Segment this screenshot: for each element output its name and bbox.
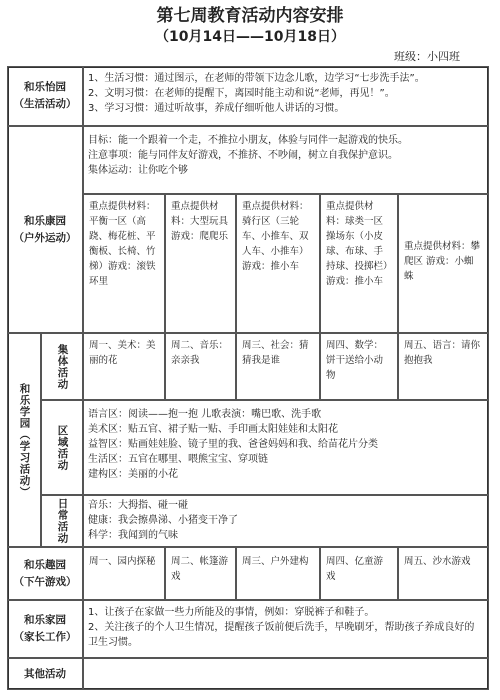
family-content (83, 600, 489, 658)
daily-content (83, 495, 489, 547)
area-line: 美术区：贴五官、裙子贴一贴、手印画太阳娃娃和太阳花 (88, 424, 338, 435)
outdoor-header (7, 126, 83, 333)
other-title: 其他活动 (24, 667, 66, 680)
daily-line: 科学：我闻到的气味 (88, 530, 178, 541)
area-line: 生活区：五官在哪里、喂熊宝宝、穿项链 (88, 454, 268, 465)
area-line: 建构区：美丽的小花 (88, 469, 178, 480)
outdoor-line: 目标：能一个跟着一个走，不推拉小朋友，体验与同伴一起游戏的快乐。 (88, 135, 408, 146)
games-subtitle: （下午游戏） (13, 575, 77, 588)
daily-line: 音乐：大拇指、碰一碰 (88, 500, 188, 511)
collective-day-1: 周一、美术：美丽的花 (83, 333, 165, 400)
games-day-3: 周三、户外建构 (236, 547, 320, 600)
life-line: 3、学习习惯：通过听故事，养成仔细听他人讲话的习惯。 (88, 103, 345, 114)
outdoor-day-1: 重点提供材料：平衡一区（高跷、梅花桩、平衡板、长椅、竹梯）游戏：滚铁环里 (83, 194, 165, 333)
date-range: （10月14日——10月18日） (155, 29, 345, 45)
area-label: 区域活动 (56, 424, 69, 471)
family-title: 和乐家园 (24, 614, 66, 626)
games-day-4: 周四、亿童游戏 (320, 547, 398, 600)
family-header (7, 600, 83, 658)
games-day-5: 周五、沙水游戏 (398, 547, 489, 600)
life-subtitle: （生活活动） (13, 98, 77, 110)
outdoor-line: 注意事项：能与同伴友好游戏，不推挤、不吵闹，树立自我保护意识。 (88, 150, 398, 161)
life-content (83, 66, 489, 126)
life-header (7, 66, 83, 126)
collective-day-5: 周五、语言：请你抱抱我 (398, 333, 489, 400)
daily-line: 健康：我会擦鼻涕、小猪变干净了 (88, 515, 238, 526)
area-label-cell (41, 400, 83, 495)
collective-label: 集体活动 (56, 343, 69, 390)
learning-header (7, 333, 41, 547)
area-line: 益智区：贴画娃娃脸、镜子里的我、爸爸妈妈和我、给苗花片分类 (88, 439, 378, 450)
class-label: 班级：小四班 (394, 50, 460, 63)
area-line: 语言区：阅读——抱一抱 儿歌表演：嘴巴歌、洗手歌 (88, 409, 322, 420)
family-subtitle: （家长工作） (13, 631, 77, 643)
life-title: 和乐怡园 (24, 81, 66, 93)
daily-label-cell (41, 495, 83, 547)
page-title: 第七周教育活动内容安排 (156, 6, 344, 26)
games-day-2: 周二、帐篷游戏 (165, 547, 236, 600)
collective-label-cell (41, 333, 83, 400)
collective-day-2: 周二、音乐：亲亲我 (165, 333, 236, 400)
outdoor-day-3: 重点提供材料：骑行区（三轮车、小推车、双人车、小推车）游戏：推小车 (236, 194, 320, 333)
outdoor-day-5: 重点提供材料：攀爬区 游戏：小蜘蛛 (398, 194, 489, 333)
daily-label: 日常活动 (56, 498, 69, 544)
collective-day-3: 周三、社会：猜猜我是谁 (236, 333, 320, 400)
area-content (83, 400, 489, 495)
outdoor-line: 集体运动：让你吃个够 (88, 165, 188, 176)
outdoor-goals (83, 126, 489, 194)
family-line: 2、关注孩子的个人卫生情况，提醒孩子饭前便后洗手，早晚刷牙，帮助孩子养成良好的卫生习惯。 (88, 622, 475, 648)
outdoor-subtitle: （户外运动） (13, 231, 77, 244)
outdoor-title: 和乐康园 (24, 214, 66, 227)
games-header (7, 547, 83, 600)
learning-title: 和乐学园（学习活动） (18, 382, 31, 498)
collective-day-4: 周四、数学：饼干送给小动物 (320, 333, 398, 400)
family-line: 1、让孩子在家做一些力所能及的事情，例如：穿脱裤子和鞋子。 (88, 607, 375, 618)
outdoor-day-4: 重点提供材料：球类一区 操场东（小皮球、布球、手持球、投掷栏）游戏：推小车 (320, 194, 398, 333)
other-header (7, 658, 83, 690)
games-title: 和乐趣园 (24, 558, 66, 571)
life-line: 1、生活习惯：通过图示，在老师的带领下边念儿歌，边学习“七步洗手法”。 (88, 73, 425, 84)
other-content (83, 658, 489, 690)
outdoor-day-2: 重点提供材料：大型玩具 游戏：爬爬乐 (165, 194, 236, 333)
life-line: 2、文明习惯：在老师的提醒下，离园时能主动和说“老师，再见！”。 (88, 88, 395, 99)
games-day-1: 周一、园内探秘 (83, 547, 165, 600)
